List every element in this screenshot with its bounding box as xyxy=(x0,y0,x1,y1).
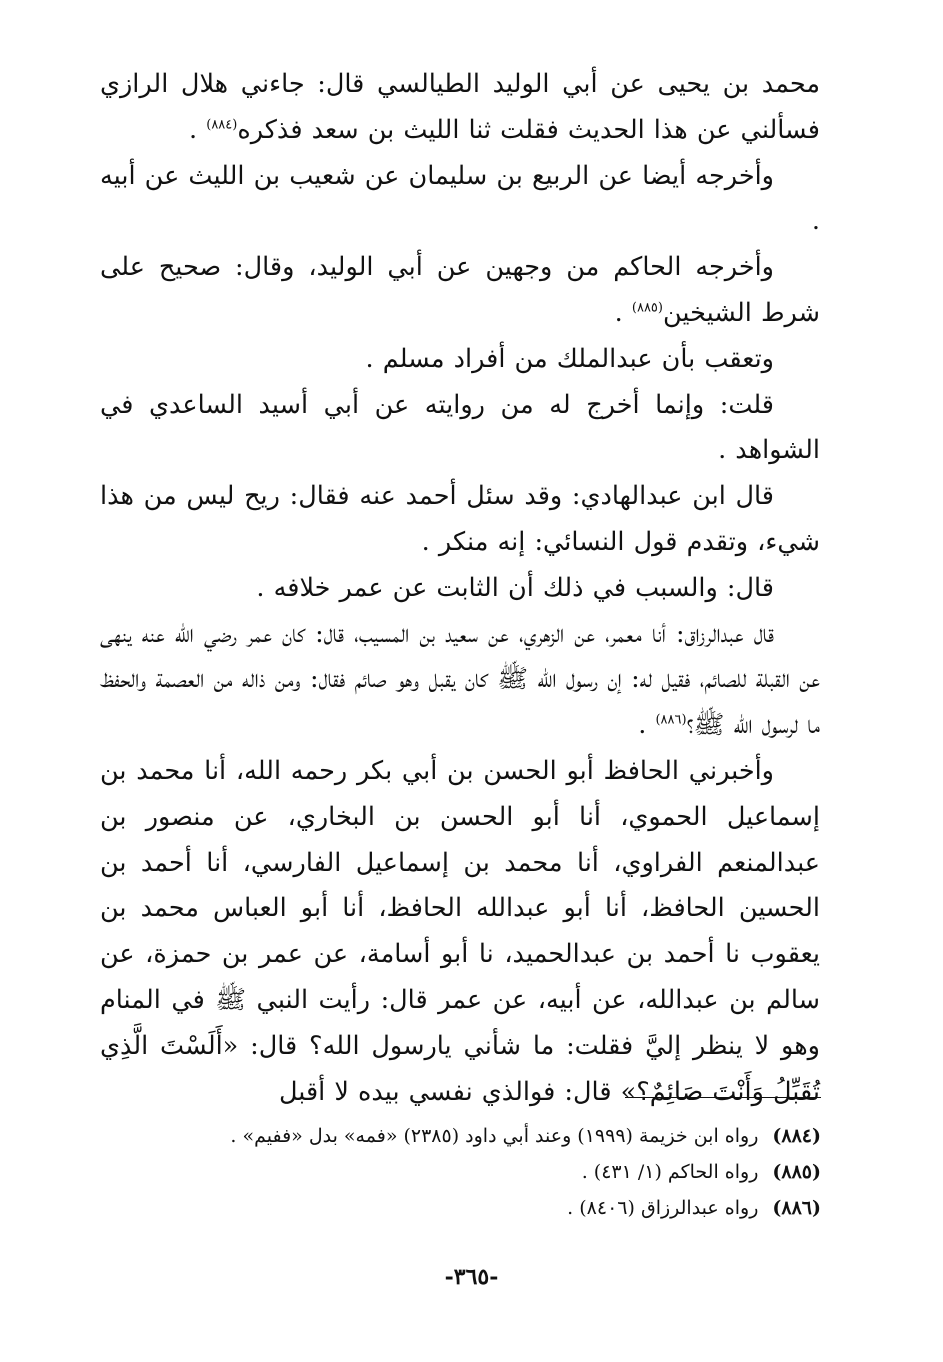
main-text xyxy=(100,62,820,1115)
paragraph-3: وأخرجه الحاكم من وجهين عن أبي الوليد، وقال: صحيح على شرط الشيخين$^{(٨٨٥)}$ . xyxy=(100,252,820,328)
footnote-text: رواه ابن خزيمة (١٩٩٩) وعند أبي داود (٢٣٨٥) «فمه» بدل «ففيم» . xyxy=(230,1125,759,1147)
paragraph-8: قال عبدالرزاق: أنا معمر، عن الزهري، عن سعيد بن المسيب، قال: كان عمر رضي الله عنه ينهى عن القبلة للصائم، فقيل له: إن رسول الله ﷺ كان يقبل وهو صائم فقال: ومن ذاله من العصمة والحفظ ما لرسول الله ﷺ؟$^{(٨٨٦)}$ . xyxy=(100,618,820,741)
footnote-divider xyxy=(625,1097,821,1098)
footnote-text: رواه الحاكم (١/ ٤٣١) . xyxy=(581,1161,759,1183)
footnote-number: (٨٨٦) xyxy=(772,1197,821,1219)
footnote-886 xyxy=(121,1190,821,1226)
paragraph-6: قال ابن عبدالهادي: وقد سئل أحمد عنه فقال: ريح ليس من هذا شيء، وتقدم قول النسائي: إنه منكر . xyxy=(100,481,820,557)
paragraph-9: وأخبرني الحافظ أبو الحسن بن أبي بكر رحمه الله، أنا محمد بن إسماعيل الحموي، أنا أبو الحسن بن البخاري، عن منصور بن عبدالمنعم الفراوي، أنا محمد بن إسماعيل الفارسي، أنا أحمد بن الحسين الحافظ، أنا أبو عبدالله الحافظ، أنا أبو العباس محمد بن يعقوب نا أحمد بن عبدالحميد، نا أبو أسامة، عن عمر بن حمزة، عن سالم بن عبدالله، عن أبيه، عن عمر قال: رأيت النبي ﷺ في المنام وهو لا ينظر إليَّ فقلت: ما شأني يارسول الله؟ قال: «أَلَسْتَ الَّذِي تُقَبِّلُ وَأَنْتَ صَائِمٌ؟» قال: فوالذي نفسي بيده لا أقبل xyxy=(100,755,820,1107)
footnote-ref-885[interactable]: (٨٨٥) xyxy=(631,300,663,316)
footnotes xyxy=(121,1118,821,1226)
paragraph-5: قلت: وإنما أخرج له من روايته عن أبي أسيد الساعدي في الشواهد . xyxy=(100,389,820,466)
page-number: -٣٦٥- xyxy=(444,1264,499,1290)
paragraph-7: قال: والسبب في ذلك أن الثابت عن عمر خلافه . xyxy=(256,572,774,603)
footnote-ref-884[interactable]: (٨٨٤) xyxy=(206,117,238,133)
footnote-885 xyxy=(121,1154,821,1190)
footnote-884 xyxy=(121,1118,821,1154)
footnote-ref-886[interactable]: (٨٨٦) xyxy=(655,712,687,728)
footnote-number: (٨٨٤) xyxy=(772,1125,821,1147)
paragraph-1: محمد بن يحيى عن أبي الوليد الطيالسي قال: جاءني هلال الرازي فسألني عن هذا الحديث فقلت ثنا الليث بن سعد فذكره$^{(٨٨٤)}$ . xyxy=(100,69,820,145)
footnote-number: (٨٨٥) xyxy=(772,1161,821,1183)
footnote-text: رواه عبدالرزاق (٨٤٠٦) . xyxy=(567,1197,759,1219)
paragraph-4: وتعقب بأن عبدالملك من أفراد مسلم . xyxy=(365,343,774,374)
paragraph-2: وأخرجه أيضا عن الربيع بن سليمان عن شعيب بن الليث عن أبيه . xyxy=(100,160,820,237)
